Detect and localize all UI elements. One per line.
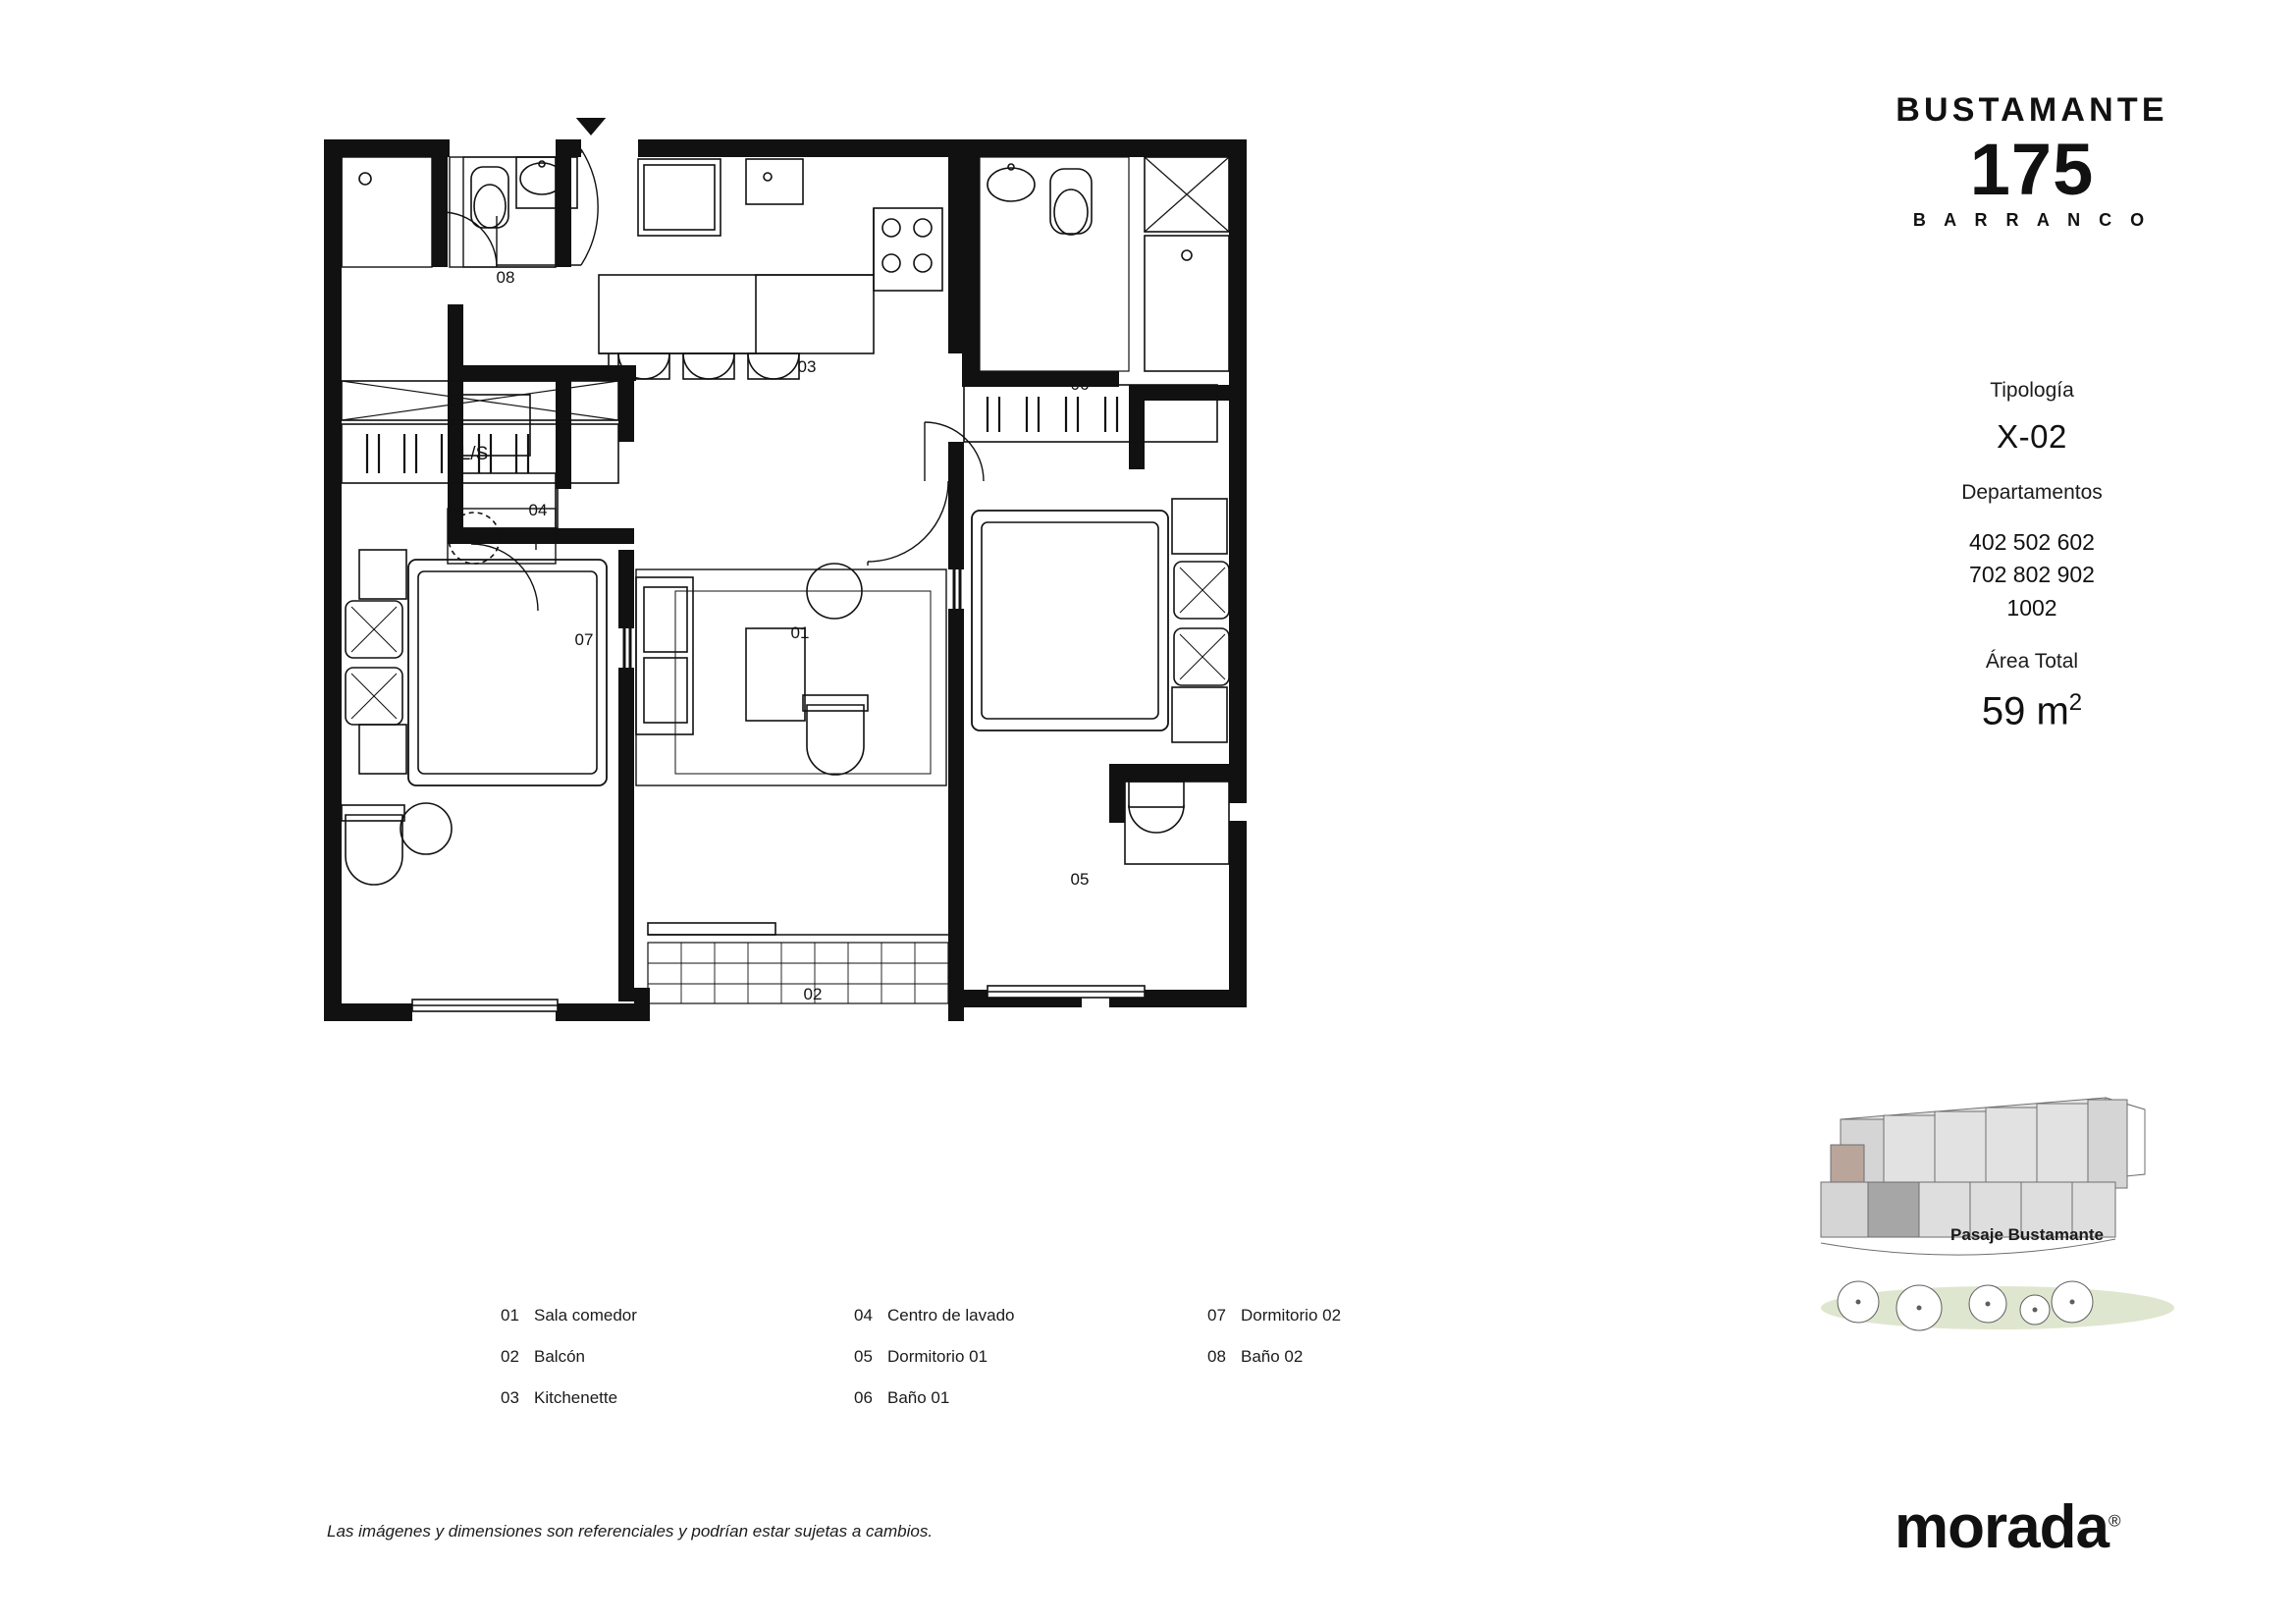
floor-plan: [324, 118, 1571, 1227]
brand-district: B A R R A N C O: [1912, 210, 2152, 231]
legend-item: [854, 1347, 1014, 1367]
room-number-07: 07: [574, 630, 594, 649]
room-number-08: 08: [496, 268, 515, 287]
brand-number: 175: [1969, 129, 2095, 210]
legend-number: 07: [1207, 1306, 1226, 1325]
area-label: Área Total: [1985, 650, 2079, 674]
legend-item: [1207, 1347, 1341, 1367]
legend-label: Dormitorio 02: [1241, 1306, 1342, 1325]
area-unit-exponent: 2: [2068, 689, 2083, 717]
legend-item: [854, 1388, 1014, 1408]
disclaimer-text: Las imágenes y dimensiones son referenciales y podrían estar sujetas a cambios.: [327, 1522, 934, 1541]
room-number-01: 01: [790, 623, 810, 642]
room-number-02: 02: [803, 985, 823, 1003]
legend-label: Baño 01: [887, 1388, 950, 1407]
legend-label: Dormitorio 01: [887, 1347, 988, 1366]
brand-block: [1845, 93, 2218, 231]
room-number-05: 05: [1070, 870, 1090, 889]
tipologia-value: X-02: [1997, 418, 2067, 455]
legend-label: Baño 02: [1241, 1347, 1304, 1366]
legend-number: 03: [501, 1388, 519, 1407]
legend-label: Centro de lavado: [887, 1306, 1015, 1325]
laundry-sink-label: L/S: [459, 444, 489, 464]
legend-label: Sala comedor: [534, 1306, 637, 1325]
legend-item: [854, 1306, 1014, 1325]
dryer-label: T: [470, 530, 478, 546]
legend-number: 06: [854, 1388, 873, 1407]
room-number-04: 04: [528, 501, 548, 519]
legend-number: 04: [854, 1306, 873, 1325]
legend-column-2: [854, 1306, 1014, 1430]
street-trees: [1821, 1281, 2174, 1330]
area-number: 59 m: [1981, 689, 2069, 733]
legend-item: [501, 1306, 637, 1325]
key-plan: [1811, 1080, 2243, 1355]
departamentos-list: [1845, 526, 2218, 624]
room-number-03: 03: [797, 357, 817, 376]
legend-column-3: [1207, 1306, 1341, 1388]
legend-item: [501, 1347, 637, 1367]
morada-logo-text: morada: [1895, 1493, 2109, 1561]
key-plan-street-label: Pasaje Bustamante: [1950, 1225, 2104, 1244]
departamentos-label: Departamentos: [1961, 481, 2103, 504]
legend-number: 01: [501, 1306, 519, 1325]
departamentos-line-2: 702 802 902: [1969, 562, 2095, 588]
legend-number: 08: [1207, 1347, 1226, 1366]
morada-logo: [1895, 1492, 2120, 1562]
departamentos-line-3: 1002: [2006, 594, 2057, 621]
tipologia-label: Tipología: [1990, 379, 2074, 402]
legend-column-1: [501, 1306, 637, 1430]
legend-item: [501, 1388, 637, 1408]
departamentos-line-1: 402 502 602: [1969, 529, 2095, 555]
legend-label: Kitchenette: [534, 1388, 618, 1407]
room-number-06: 06: [1070, 375, 1090, 394]
key-plan-diagram: [1811, 1080, 2243, 1355]
registered-mark-icon: ®: [2108, 1511, 2120, 1531]
legend-item: [1207, 1306, 1341, 1325]
legend-number: 05: [854, 1347, 873, 1366]
walls: [324, 139, 1247, 1021]
legend-label: Balcón: [534, 1347, 585, 1366]
legend-number: 02: [501, 1347, 519, 1366]
brand-name: BUSTAMANTE: [1896, 91, 2168, 129]
unit-info: [1845, 353, 2218, 733]
area-value: [1845, 689, 2218, 733]
